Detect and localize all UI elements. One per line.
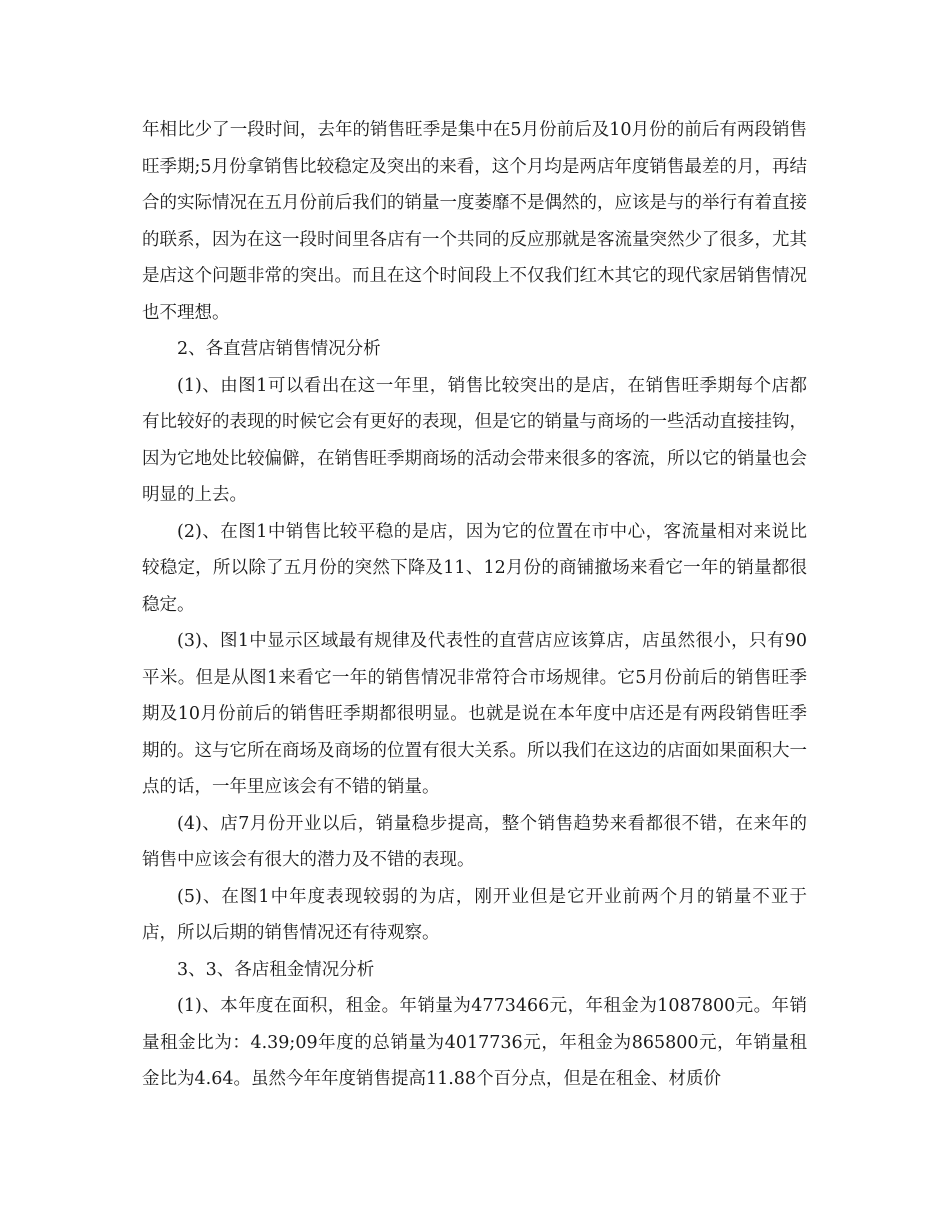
paragraph-item-2: (2)、在图1中销售比较平稳的是店，因为它的位置在市中心，客流量相对来说比较稳定，所以除了五月份的突然下降及11、12月份的商铺撤场来看它一年的销量都很稳定。 [142,521,807,615]
paragraph-sales-season-intro: 年相比少了一段时间，去年的销售旺季是集中在5月份前后及10月份的前后有两段销售旺季期;5月份拿销售比较稳定及突出的来看，这个月均是两店年度销售最差的月，再结合的实际情况在五月份前后我们的销量一度萎靡不是偶然的，应该是与的举行有着直接的联系，因为在这一段时间里各店有一个共同的反应那就是客流量突然少了很多，尤其是店这个问题非常的突出。而且在这个时间段上不仅我们红木其它的现代家居销售情况也不理想。 [142,120,807,323]
paragraph-item-3: (3)、图1中显示区域最有规律及代表性的直营店应该算店，店虽然很小，只有90平米。但是从图1来看它一年的销售情况非常符合市场规律。它5月份前后的销售旺季期及10月份前后的销售旺季期都很明显。也就是说在本年度中店还是有两段销售旺季期的。这与它所在商场及商场的位置有很大关系。所以我们在这边的店面如果面积大一点的话，一年里应该会有不错的销量。 [142,631,807,797]
document-body [142,112,807,1098]
paragraph-item-4: (4)、店7月份开业以后，销量稳步提高，整个销售趋势来看都很不错，在来年的销售中应该会有很大的潜力及不错的表现。 [142,813,807,870]
section-heading-rent-analysis: 3、3、各店租金情况分析 [177,959,375,980]
paragraph-item-1: (1)、由图1可以看出在这一年里，销售比较突出的是店，在销售旺季期每个店都有比较好的表现的时候它会有更好的表现，但是它的销量与商场的一些活动直接挂钩，因为它地处比较偏僻，在销售旺季期商场的活动会带来很多的客流，所以它的销量也会明显的上去。 [142,375,807,505]
paragraph-rent-item-1: (1)、本年度在面积，租金。年销量为4773466元，年租金为1087800元。年销量租金比为：4.39;09年度的总销量为4017736元，年租金为865800元，年销量租金比为4.64。虽然今年年度销售提高11.88个百分点，但是在租金、材质价 [142,996,807,1089]
section-heading-store-sales-analysis: 2、各直营店销售情况分析 [177,339,381,359]
paragraph-item-5: (5)、在图1中年度表现较弱的为店，刚开业但是它开业前两个月的销量不亚于店，所以后期的销售情况还有待观察。 [142,886,807,943]
